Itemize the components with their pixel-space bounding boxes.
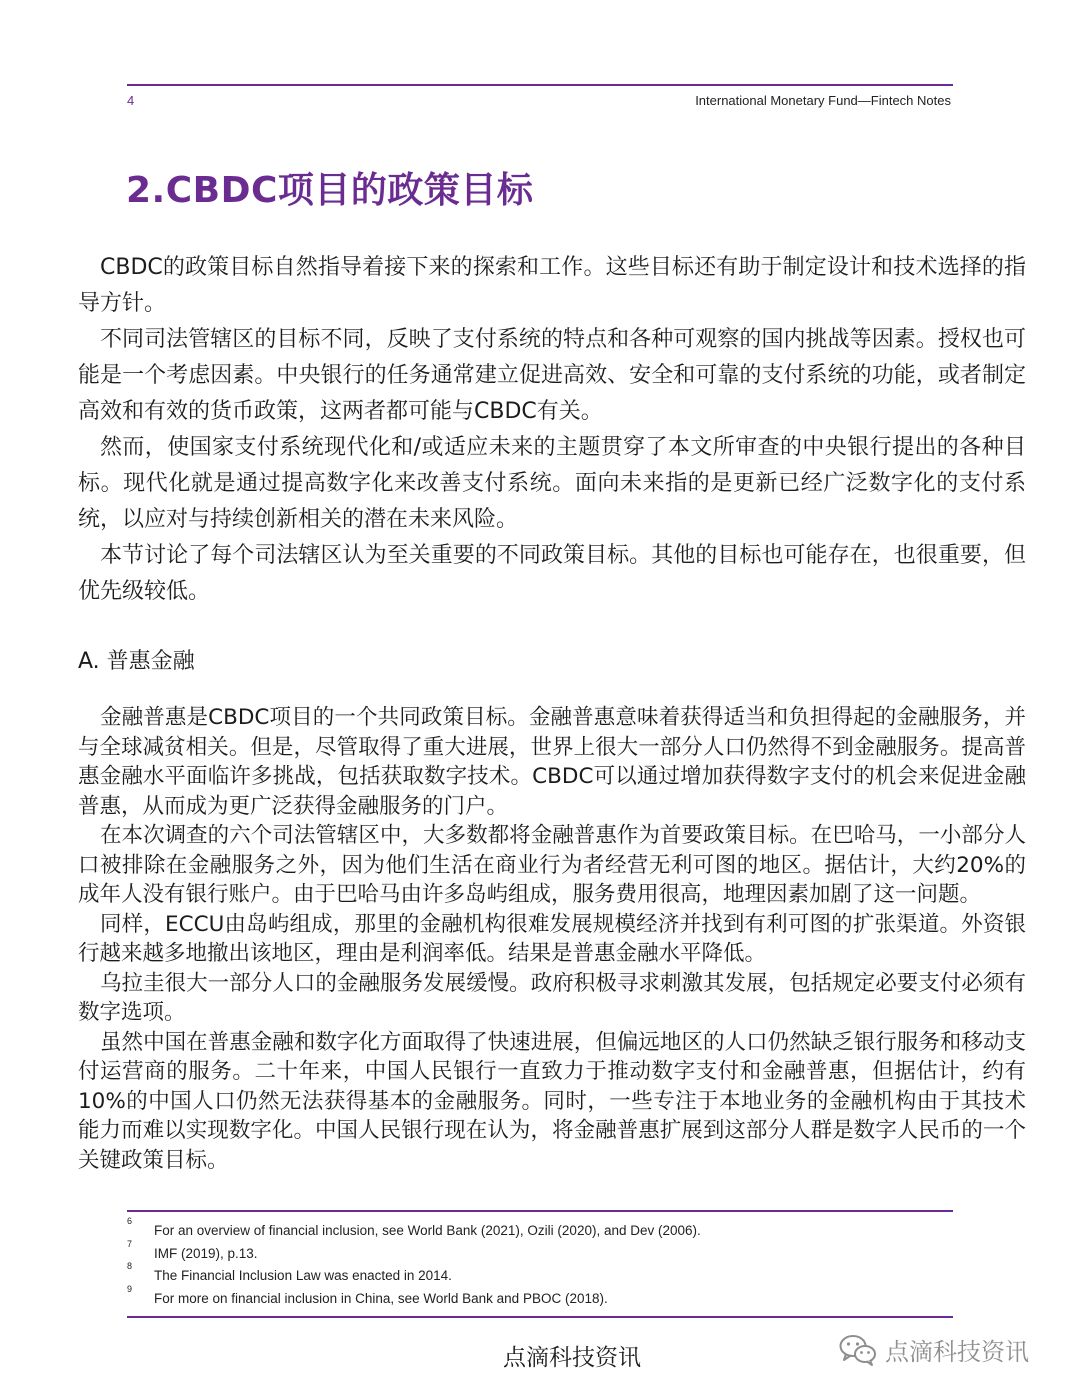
footnote-text: For an overview of financial inclusion, see World Bank (2021), Ozili (2020), and Dev (2006).: [154, 1223, 701, 1238]
section-intro: [78, 250, 1026, 610]
paragraph: 然而，使国家支付系统现代化和/或适应未来的主题贯穿了本文所审查的中央银行提出的各种目标。现代化就是通过提高数字化来改善支付系统。面向未来指的是更新已经广泛数字化的支付系统，以应对与持续创新相关的潜在未来风险。: [78, 435, 1026, 532]
paragraph: 同样，ECCU由岛屿组成，那里的金融机构很难发展规模经济并找到有利可图的扩张渠道。外资银行越来越多地撤出该地区，理由是利润率低。结果是普惠金融水平降低。: [78, 911, 1026, 966]
footnote-rule: [127, 1210, 953, 1212]
watermark-text: 点滴科技资讯: [885, 1338, 1029, 1366]
section-title: 2.CBDC项目的政策目标: [126, 170, 534, 211]
footnote: [127, 1261, 953, 1288]
footnote: [127, 1283, 953, 1311]
footnote-text: IMF (2019), p.13.: [154, 1245, 258, 1261]
footnote-text: For more on financial inclusion in China, see World Bank and PBOC (2018).: [154, 1290, 608, 1306]
footnote: [127, 1216, 953, 1243]
footnote-number: 6: [127, 1216, 133, 1226]
paragraph: CBDC的政策目标自然指导着接下来的探索和工作。这些目标还有助于制定设计和技术选择的指导方针。: [78, 255, 1026, 316]
page-number: 4: [127, 93, 135, 108]
watermark: [838, 1332, 1029, 1367]
running-header: International Monetary Fund—Fintech Notes: [695, 93, 951, 108]
paragraph: 在本次调查的六个司法管辖区中，大多数都将金融普惠作为首要政策目标。在巴哈马，一小部分人口被排除在金融服务之外，因为他们生活在商业行为者经营无利可图的地区。据估计，大约20%的成年人没有银行账户。由于巴哈马由许多岛屿组成，服务费用很高，地理因素加剧了这一问题。: [78, 823, 1026, 907]
paragraph: 乌拉圭很大一部分人口的金融服务发展缓慢。政府积极寻求刺激其发展，包括规定必要支付必须有数字选项。: [78, 970, 1026, 1025]
footnote-text: The Financial Inclusion Law was enacted in 2014.: [154, 1268, 452, 1283]
paragraph: 虽然中国在普惠金融和数字化方面取得了快速进展，但偏远地区的人口仍然缺乏银行服务和移动支付运营商的服务。二十年来，中国人民银行一直致力于推动数字支付和金融普惠，但据估计，约有10%的中国人口仍然无法获得基本的金融服务。同时，一些专注于本地业务的金融机构由于其技术能力而难以实现数字化。中国人民银行现在认为，将金融普惠扩展到这部分人群是数字人民币的一个关键政策目标。: [78, 1029, 1026, 1173]
header-rule: [127, 84, 953, 86]
footnote: [127, 1238, 953, 1266]
wechat-icon: [838, 1333, 878, 1367]
paragraph: 不同司法管辖区的目标不同，反映了支付系统的特点和各种可观察的国内挑战等因素。授权也可能是一个考虑因素。中央银行的任务通常建立促进高效、安全和可靠的支付系统的功能，或者制定高效和有效的货币政策，这两者都可能与CBDC有关。: [78, 327, 1026, 424]
footnote-number: 9: [127, 1283, 133, 1294]
footnote-number: 7: [127, 1238, 133, 1249]
footer-brand: 点滴科技资讯: [503, 1345, 641, 1371]
footer-rule: [127, 1316, 953, 1318]
paragraph: 金融普惠是CBDC项目的一个共同政策目标。金融普惠意味着获得适当和负担得起的金融服务，并与全球减贫相关。但是，尽管取得了重大进展，世界上很大一部分人口仍然得不到金融服务。提高普惠金融水平面临许多挑战，包括获取数字技术。CBDC可以通过增加获得数字支付的机会来促进金融普惠，从而成为更广泛获得金融服务的门户。: [78, 705, 1026, 819]
subsection-heading: A. 普惠金融: [78, 649, 195, 674]
paragraph: 本节讨论了每个司法辖区认为至关重要的不同政策目标。其他的目标也可能存在，也很重要，但优先级较低。: [78, 543, 1026, 604]
footnote-number: 8: [127, 1261, 133, 1271]
footnotes: [127, 1216, 953, 1310]
subsection-body: [78, 703, 1026, 1175]
